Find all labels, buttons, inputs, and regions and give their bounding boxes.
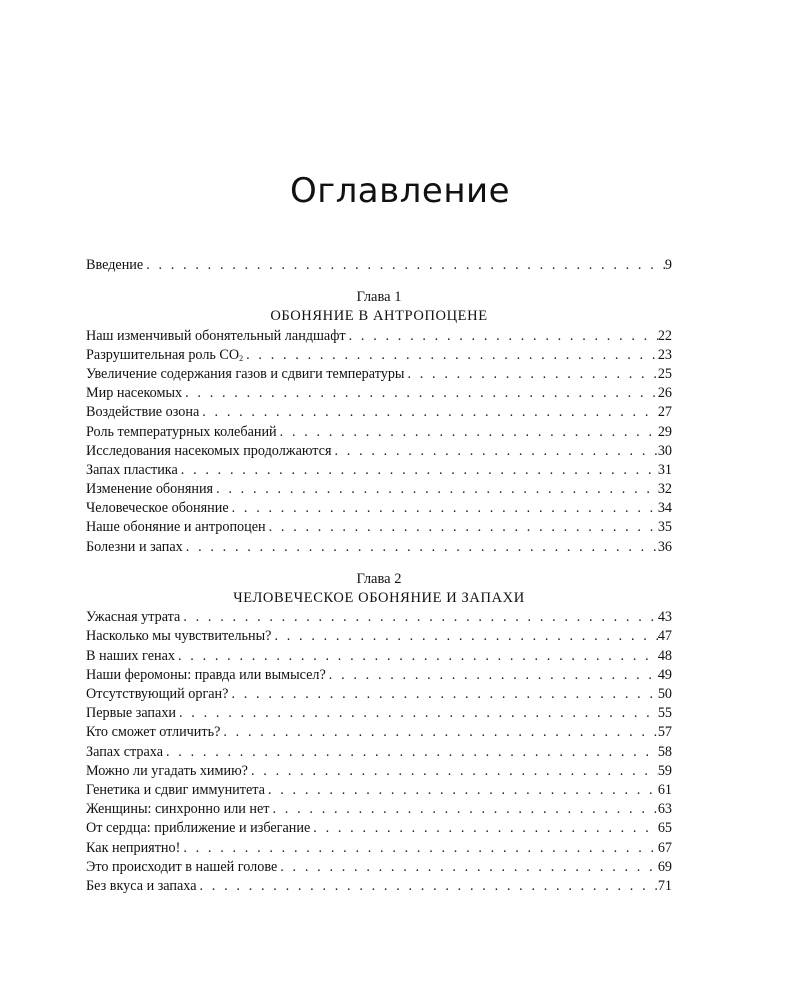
entry-page-number: 27 [657,404,672,421]
dot-leader [166,743,658,762]
entry-title-text: От сердца: приближение и избегание [86,820,311,837]
dot-leader [146,256,665,275]
dot-leader [178,647,658,666]
toc-entry-introduction [86,256,672,275]
entry-title [86,877,200,896]
toc-entry [86,666,672,685]
dot-leader [179,704,658,723]
entry-title-text: Это происходит в нашей голове [86,858,278,875]
toc-entry [86,858,672,877]
entry-page-number: 50 [657,686,672,702]
toc-entry [86,461,672,480]
toc-entry [86,423,672,442]
toc-entry [86,327,672,346]
entry-title-text: Запах страха [86,743,164,760]
entry-title [86,461,181,480]
dot-leader [186,538,658,557]
entry-page-number: 58 [657,743,672,760]
entry-title [86,538,186,557]
toc-entry [86,442,672,461]
entry-title-text: Воздействие озона [86,404,200,421]
dot-leader [251,762,658,781]
entry-title-text: Наше обоняние и антропоцен [86,519,266,536]
entry-title [86,647,178,666]
toc-entry [86,723,672,742]
entry-title-text: В наших генах [86,647,175,664]
toc-entry [86,403,672,422]
dot-leader [274,627,657,646]
entry-page-number: 25 [657,365,672,382]
entry-page-number: 36 [657,538,672,555]
entry-title-text: Человеческое обоняние [86,500,229,517]
toc-entry [86,647,672,666]
entry-page-number: 9 [664,257,672,273]
entry-title [86,800,273,819]
chapter-name: ОБОНЯНИЕ В АНТРОПОЦЕНЕ [270,308,488,325]
entry-page-number: 29 [657,423,672,440]
entry-title-text: Мир насекомых [86,385,183,402]
entry-title [86,442,335,461]
entry-title [86,423,280,442]
dot-leader [407,365,657,384]
entry-page-number: 69 [657,858,672,875]
entry-page-number: 31 [657,461,672,478]
entry-title [86,608,183,627]
entry-title [86,403,202,422]
toc-entry [86,800,672,819]
toc-entry [86,384,672,403]
dot-leader [280,858,658,877]
toc-entry [86,762,672,781]
entry-title [86,819,313,838]
entry-title-text: Первые запахи [86,705,177,722]
dot-leader [280,423,658,442]
entry-page-number: 23 [657,346,672,363]
entry-page-number: 47 [657,628,672,645]
entry-title [86,743,166,762]
dot-leader [273,800,658,819]
dot-leader [185,384,658,403]
entry-title-text: Изменение обоняния [86,481,214,498]
toc-entry [86,743,672,762]
dot-leader [349,327,658,346]
entry-title-text: Болезни и запах [86,538,183,555]
entry-title [86,781,268,800]
entry-page-number: 55 [657,705,672,722]
entry-title: Введение [86,257,144,273]
entry-page-number: 57 [657,724,672,741]
entry-page-number: 48 [657,647,672,664]
entry-title-text: Женщины: синхронно или нет [86,801,270,818]
entry-page-number: 22 [657,327,672,344]
entry-title-text: Как неприятно! [86,839,181,856]
page-title: Оглавление [289,170,511,211]
entry-page-number: 34 [657,500,672,517]
toc-entry [86,608,672,627]
toc-entry [86,499,672,518]
dot-leader [232,499,658,518]
dot-leader [202,403,658,422]
entry-title [86,858,280,877]
dot-leader [183,608,657,627]
entry-title-text: Насколько мы чувствительны? [86,628,272,645]
entry-title [86,762,251,781]
entry-title [86,627,274,646]
dot-leader [269,518,658,537]
entry-title-text: Можно ли угадать химию? [86,762,248,779]
toc-entry [86,538,672,557]
toc-entry [86,346,672,365]
toc-entry [86,839,672,858]
entry-title [86,365,407,384]
toc-entry [86,781,672,800]
entry-title [86,384,185,403]
entry-title [86,685,231,704]
toc-entry [86,819,672,838]
chapter-label: Глава 1 [356,289,402,306]
toc-entry [86,704,672,723]
entry-title [86,666,329,685]
toc-entry [86,518,672,537]
dot-leader [181,461,658,480]
entry-title-text: Запах пластика [86,461,178,478]
toc-entry [86,365,672,384]
entry-title-text: Отсутствующий орган? [86,686,229,702]
entry-page-number: 63 [657,801,672,818]
dot-leader [335,442,658,461]
dot-leader [183,839,657,858]
entry-title-text: Исследования насекомых продолжаются [86,442,332,459]
entry-page-number: 43 [657,609,672,626]
entry-page-number: 49 [657,666,672,683]
entry-page-number: 67 [657,839,672,856]
toc-entry [86,480,672,499]
entry-title [86,723,223,742]
entry-title-text: Ужасная утрата [86,609,181,626]
toc-entry [86,627,672,646]
entry-title [86,327,349,346]
entry-title [86,518,269,537]
entry-title [86,480,216,499]
entry-title [86,499,232,518]
entry-title-text: Наши феромоны: правда или вымысел? [86,666,326,683]
entry-title-text: Без вкуса и запаха [86,877,197,894]
entry-page-number: 65 [657,820,672,837]
entry-page-number: 26 [657,385,672,402]
chapter-name: ЧЕЛОВЕЧЕСКОЕ ОБОНЯНИЕ И ЗАПАХИ [233,590,525,607]
dot-leader [313,819,658,838]
entry-page-number: 61 [657,781,672,798]
entry-page-number: 59 [657,762,672,779]
entry-title-text: Наш изменчивый обонятельный ландшафт [86,327,346,344]
entry-title-text: Разрушительная роль CO [86,346,240,363]
entry-page-number: 32 [657,481,672,498]
entry-title-subscript: 2 [239,353,244,363]
entry-title [86,839,183,858]
chapters [86,288,672,896]
entry-page-number: 30 [657,442,672,459]
entry-title [86,704,179,723]
dot-leader [329,666,658,685]
entry-title-text: Генетика и сдвиг иммунитета [86,781,265,798]
entry-title-text: Увеличение содержания газов и сдвиги температуры [86,365,405,382]
chapter-section [86,288,672,557]
table-of-contents [86,256,672,896]
chapter-section [86,570,672,896]
dot-leader [268,781,658,800]
dot-leader [216,480,658,499]
entry-page-number: 71 [657,877,672,894]
toc-entry [86,685,672,704]
dot-leader [200,877,658,896]
entry-title-text: Роль температурных колебаний [86,423,277,440]
toc-entry [86,877,672,896]
chapter-label: Глава 2 [356,570,402,587]
entry-page-number: 35 [657,519,672,536]
dot-leader [246,346,658,365]
dot-leader [223,723,657,742]
entry-title-text: Кто сможет отличить? [86,724,221,741]
dot-leader [231,685,657,704]
